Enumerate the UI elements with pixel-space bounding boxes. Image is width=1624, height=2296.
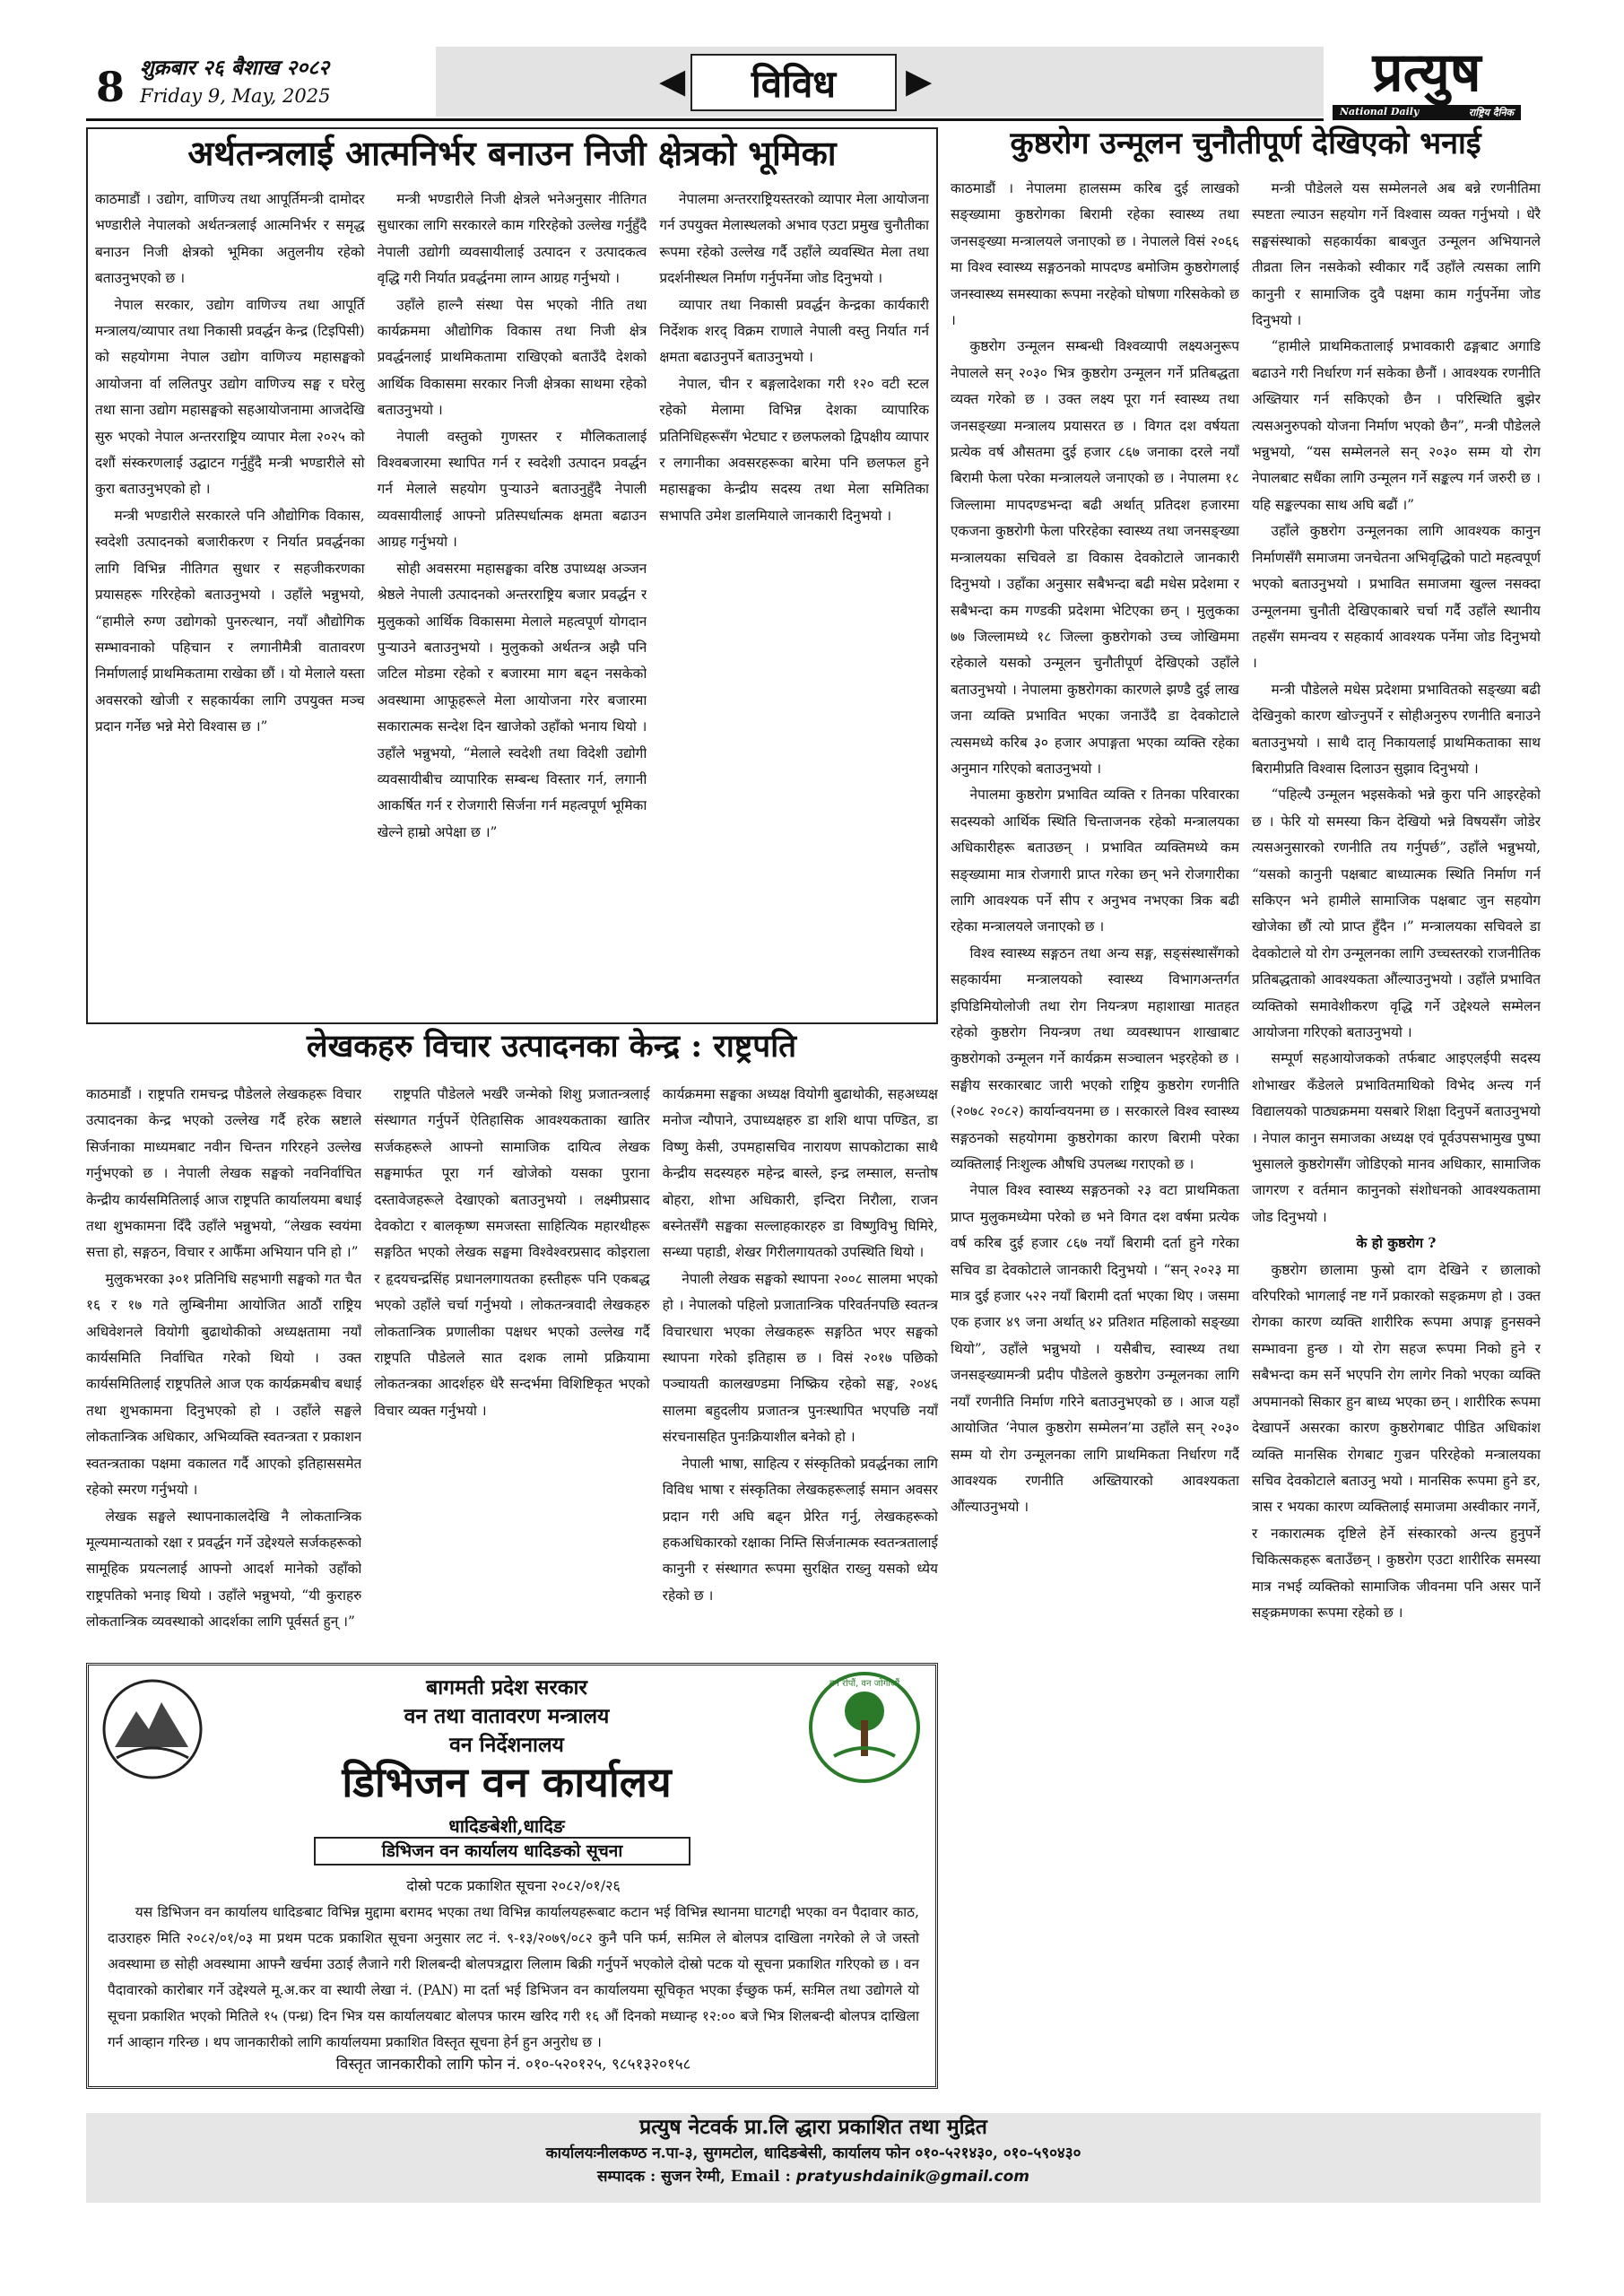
article-paragraph: नेपाल, चीन र बङ्गलादेशका गरी १२० वटी स्टल रहेको मेलामा विभिन्न देशका व्यापारिक प्रतिनिधिहरूसँग भेटघाट र छलफलको द्विपक्षीय व्यापार र लगानीका अवसरहरूका बारेमा पनि छलफल हुने महासङ्घका केन्द्रीय सदस्य तथा मेला समितिका सभापति उमेश डालमियाले जानकारी दिनुभयो ।: [659, 375, 930, 524]
article-column: [951, 176, 1239, 2093]
date-english: Friday 9, May, 2025: [140, 85, 331, 107]
date-nepali: शुक्रबार २६ बैशाख २०८२: [140, 56, 330, 80]
notice-office-title: डिभिजन वन कार्यालय: [342, 1758, 672, 1806]
forest-logo-text: वन रोपौं, वन जोगाऔं: [829, 1679, 900, 1689]
masthead-subtitle: [1333, 105, 1521, 120]
header-rule: [86, 118, 1324, 121]
article-paragraph: मन्त्री भण्डारीले निजी क्षेत्रले भनेअनुसार नीतिगत सुधारका लागि सरकारले काम गरिरहेको उल्लेख गर्नुहुँदै नेपाली उद्योगी व्यवसायीलाई उत्पादन र उत्पादकत्व वृद्धि गरी निर्यात प्रवर्द्धनमा लाग्न आग्रह गर्नुभयो ।: [377, 191, 647, 287]
article-paragraph: सम्पूर्ण सहआयोजकको तर्फबाट आइएलईपी सदस्य शोभाखर कँडेलले प्रभावितमाथिको विभेद अन्त्य गर्न विद्यालयको पाठ्यक्रममा यसबारे शिक्षा दिनुपर्ने बताउनुभयो । नेपाल कानुन समाजका अध्यक्ष एवं पूर्वउपसभामुख पुष्पा भुसालले कुष्ठरोगसँग जोडिएको मानव अधिकार, सामाजिक जागरण र वर्तमान कानुनको संशोधनको आवश्यकतामा जोड दिनुभयो ।: [1252, 1050, 1541, 1225]
article-paragraph: नेपाल विश्व स्वास्थ्य सङ्गठनको २३ वटा प्राथमिकता प्राप्त मुलुकमध्येमा परेको छ भने विगत दश वर्षमा प्रत्येक वर्ष करिब दुई हजार ८६७ नयाँ बिरामी दर्ता हुने गरेका सचिव डा देवकोटाले जानकारी दिनुभयो । “सन् २०२३ मा मात्र दुई हजार ५२२ नयाँ बिरामी दर्ता भएका थिए । जसमा एक हजार ४९ जना अर्थात् ४२ प्रतिशत महिलाको सङ्ख्या थियो”, उहाँले भन्नुभयो । यसैबीच, स्वास्थ्य तथा जनसङ्ख्यामन्त्री प्रदीप पौडेलले कुष्ठरोग उन्मूलनका लागि नयाँ रणनीति निर्माण गरिने बताउनुभएको छ । आज यहाँ आयोजित ‘नेपाल कुष्ठरोग सम्मेलन’मा उहाँले सन् २०३० सम्म यो रोग उन्मूलनका लागि प्राथमिकता निर्धारण गर्दै आवश्यक रणनीति अख्तियारको आवश्यकता औंल्याउनुभयो ।: [951, 1182, 1239, 1516]
article-headline-leprosy: कुष्ठरोग उन्मूलन चुनौतीपूर्ण देखिएको भनाई: [1010, 126, 1481, 161]
article-column: [1252, 176, 1541, 2093]
footer-editor: [86, 2165, 1541, 2188]
article-column: [374, 1082, 649, 1647]
next-arrow-icon: ▶: [906, 61, 933, 100]
article-paragraph: मन्त्री पौडेलले मधेस प्रदेशमा प्रभावितको सङ्ख्या बढी देखिनुको कारण खोज्नुपर्ने र सोहीअनुरुप रणनीति बनाउने बताउनुभयो । साथै दातृ निकायलाई प्राथमिकताका साथ बिरामीप्रति विश्वास दिलाउन सुझाव दिनुभयो ।: [1252, 681, 1541, 777]
article-paragraph: सोही अवसरमा महासङ्घका वरिष्ठ उपाध्यक्ष अञ्जन श्रेष्ठले नेपाली उत्पादनको अन्तरराष्ट्रिय बजार प्रवर्द्धन र मुलुकको आर्थिक विकासमा मेलाले महत्वपूर्ण योगदान पुऱ्याउने बताउनुभयो । मुलुकको अर्थतन्त्र अझै पनि जटिल मोडमा रहेको र बजारमा माग बढ्न नसकेको अवस्थामा आफूहरूले मेला आयोजना गरेर बजारमा सकारात्मक सन्देश दिन खाजेको उहाँको भनाय थियो । उहाँले भन्नुभयो, “मेलाले स्वदेशी तथा विदेशी उद्योगी व्यवसायीबीच व्यापारिक सम्बन्ध विस्तार गर्न, लगानी आकर्षित गर्न र रोजगारी सिर्जना गर्न महत्वपूर्ण भूमिका खेल्ने हाम्रो अपेक्षा छ ।”: [377, 560, 647, 840]
footer-address: कार्यालयःनीलकण्ठ न.पा-३, सुगमटोल, धादिङबेसी, कार्यालय फोन ०१०-५२१४३०, ०१०-५९०४३०: [545, 2144, 1081, 2162]
footer: [86, 2113, 1541, 2203]
forest-logo-icon: [807, 1670, 922, 1785]
section-title: विविध: [690, 54, 897, 111]
article-paragraph: कुष्ठरोग उन्मूलन सम्बन्धी विश्वव्यापी लक्ष्यअनुरूप नेपालले सन् २०३० भित्र कुष्ठरोग उन्मूलन गर्ने प्रतिबद्धता व्यक्त गरेको छ । उक्त लक्ष्य पूरा गर्न स्वास्थ्य तथा जनसङ्ख्या मन्त्रालय प्रयासरत छ । विगत दश वर्षयता प्रत्येक वर्ष औसतमा दुई हजार ८६७ जनाका दरले नयाँ बिरामी फेला परेका मन्त्रालयले जनाएको छ । नेपालमा १८ जिल्लामा मापदण्डभन्दा बढी अर्थात् प्रतिदश हजारमा एकजना कुष्ठरोगी फेला परिरहेका स्वास्थ्य तथा जनसङ्ख्या मन्त्रालयका सचिवले डा विकास देवकोटाले जानकारी दिनुभयो । उहाँका अनुसार सबैभन्दा बढी मधेस प्रदेशमा र सबैभन्दा कम गण्डकी प्रदेशमा भेटिएका छन् । मुलुकका ७७ जिल्लामध्ये १८ जिल्ला कुष्ठरोगको उच्च जोखिममा रहेकाले यसको उन्मूलन चुनौतीपूर्ण देखिएको उहाँले बताउनुभयो । नेपालमा कुष्ठरोगका कारणले झण्डै दुई लाख जना व्यक्ति प्रभावित भएका जनाउँदै डा देवकोटाले त्यसमध्ये करिब ३० हजार अपाङ्गता भएका व्यक्ति रहेका अनुमान गरिएको बताउनुभयो ।: [951, 338, 1239, 777]
article-subheading: के हो कुष्ठरोग ?: [1356, 1235, 1437, 1252]
article-paragraph: काठमाडौं । राष्ट्रपति रामचन्द्र पौडेलले लेखकहरू विचार उत्पादनका केन्द्र भएको उल्लेख गर्दै हरेक स्रष्टाले सिर्जनाका माध्यमबाट नवीन चिन्तन गरिरहने उल्लेख गर्नुभएको छ । नेपाली लेखक सङ्घको नवनिर्वाचित केन्द्रीय कार्यसमितिलाई आज राष्ट्रपति कार्यालयमा बधाई तथा शुभकामना दिँदै उहाँले भन्नुभयो, “लेखक स्वयंमा सत्ता हो, सङ्गठन, विचार र आफैँमा अभियान पनि हो ।”: [86, 1086, 362, 1261]
article-paragraph: कार्यक्रममा सङ्घका अध्यक्ष वियोगी बुढाथोकी, सहअध्यक्ष मनोज न्यौपाने, उपाध्यक्षहरु डा शशि थापा पण्डित, डा विष्णु केसी, उपमहासचिव नारायण सापकोटाका साथै केन्द्रीय सदस्यहरु महेन्द्र बास्ले, इन्द्र लम्साल, सन्तोष बोहरा, शोभा अधिकारी, इन्दिरा निरौला, राजन बस्नेतसँगै सङ्घका सल्लाहकारहरु डा विष्णुविभु घिमिरे, सन्ध्या पहाडी, शेखर गिरीलगायतको उपस्थिति थियो ।: [662, 1086, 938, 1261]
article-paragraph: मन्त्री भण्डारीले सरकारले पनि औद्योगिक विकास, स्वदेशी उत्पादनको बजारीकरण र निर्यात प्रवर्द्धनका लागि विभिन्न नीतिगत सुधार र सहजीकरणका प्रयासहरू गरिरहेको बताउनुभयो । उहाँले भन्नुभयो, “हामीले रुग्ण उद्योगको पुनरुत्थान, नयाँ औद्योगिक सम्भावनाको पहिचान र लगानीमैत्री वातावरण निर्माणलाई प्राथमिकतामा राखेका छौं । यो मेलाले यस्ता अवसरको खोजी र सहकार्यका लागि उपयुक्त मञ्च प्रदान गर्नेछ भन्ने मेरो विश्वास छ ।”: [95, 507, 365, 735]
article-paragraph: व्यापार तथा निकासी प्रवर्द्धन केन्द्रका कार्यकारी निर्देशक शरद् विक्रम राणाले नेपाली वस्तु निर्यात गर्न क्षमता बढाउनुपर्ने बताउनुभयो ।: [659, 296, 930, 366]
article-column: [378, 187, 647, 1012]
notice-location: धादिङबेशी,धादिङ: [448, 1815, 565, 1837]
article-headline: अर्थतन्त्रलाई आत्मनिर्भर बनाउन निजी क्षेत्रको भूमिका: [187, 133, 837, 173]
article-paragraph: काठमाडौं । नेपालमा हालसम्म करिब दुई लाखको सङ्ख्यामा कुष्ठरोगका बिरामी रहेका स्वास्थ्य तथा जनसङ्ख्या मन्त्रालयले जनाएको छ । नेपालले विसं २०६६ मा विश्व स्वास्थ्य सङ्गठनको मापदण्ड बमोजिम कुष्ठरोगलाई जनस्वास्थ्य समस्याका रूपमा नरहेको घोषणा गरिसकेको छ ।: [951, 180, 1239, 329]
issue-date: [140, 54, 436, 117]
notice-phone: विस्तृत जानकारीको लागि फोन नं. ०१०-५२०१२५, ९८५१३२०१५८: [335, 2056, 691, 2074]
article-paragraph: नेपाली भाषा, साहित्य र संस्कृतिको प्रवर्द्धनका लागि विविध भाषा र संस्कृतिका लेखकहरूलाई समान अवसर प्रदान गरी अघि बढ्न प्रेरित गर्नु, लेखकहरूको हकअधिकारको रक्षाका निम्ति सिर्जनात्मक स्वतन्त्रतालाई कानुनी र संस्थागत रूपमा सुरक्षित राख्नु यसको ध्येय रहेको छ ।: [662, 1455, 938, 1604]
notice-government: बागमती प्रदेश सरकार: [426, 1675, 587, 1700]
article-paragraph: काठमाडौं । उद्योग, वाणिज्य तथा आपूर्तिमन्त्री दामोदर भण्डारीले नेपालको अर्थतन्त्रलाई आत्मनिर्भर र समृद्ध बनाउन निजी क्षेत्रको भूमिका अतुलनीय रहेको बताउनुभएको छ ।: [95, 191, 365, 287]
article-paragraph: मन्त्री पौडेलले यस सम्मेलनले अब बन्ने रणनीतिमा स्पष्टता ल्याउन सहयोग गर्ने विश्वास व्यक्त गर्नुभयो । धेरै सङ्घसंस्थाको सहकार्यका बाबजुत उन्मूलन अभियानले तीव्रता लिन नसकेको स्वीकार गर्दै उहाँले त्यसका लागि कानुनी र सामाजिक दुवै पक्षमा काम गर्नुपर्नेमा जोड दिनुभयो ।: [1252, 180, 1541, 329]
article-paragraph: उहाँले कुष्ठरोग उन्मूलनका लागि आवश्यक कानुन निर्माणसँगै समाजमा जनचेतना अभिवृद्धिको पाटो महत्वपूर्ण भएको बताउनुभयो । प्रभावित समाजमा खुल्ल नसक्दा उन्मूलनमा चुनौती देखिएकाबारे चर्चा गर्दै उहाँले स्थानीय तहसँग समन्वय र सहकार्य आवश्यक पर्नेमा जोड दिनुभयो ।: [1252, 523, 1541, 672]
article-paragraph: नेपाली वस्तुको गुणस्तर र मौलिकतालाई विश्वबजारमा स्थापित गर्न र स्वदेशी उत्पादन प्रवर्द्धन गर्न मेलाले सहयोग पुऱ्याउने बताउनुहुँदै नेपाली व्यवसायीलाई आफ्नो प्रतिस्पर्धात्मक क्षमता बढाउन आग्रह गर्नुभयो ।: [377, 428, 647, 551]
article-paragraph: उहाँले हाल्नै संस्था पेस भएको नीति तथा कार्यक्रममा औद्योगिक विकास तथा निजी क्षेत्र प्रवर्द्धनलाई प्राथमिकतामा राखिएको बताउँदै देशको आर्थिक विकासमा सरकार निजी क्षेत्रका साथमा रहेको बताउनुभयो ।: [377, 296, 647, 419]
article-column: [663, 1082, 938, 1647]
article-paragraph: नेपाल सरकार, उद्योग वाणिज्य तथा आपूर्ति मन्त्रालय/व्यापार तथा निकासी प्रवर्द्धन केन्द्र (टिइपिसी) को सहयोगमा नेपाल उद्योग वाणिज्य महासङ्घको आयोजना र्वा ललितपुर उद्योग वाणिज्य सङ्घ र घरेलु तथा साना उद्योग महासङ्घको सहआयोजनामा आजदेखि सुरु भएको नेपाल अन्तरराष्ट्रिय व्यापार मेला २०२५ को दशौं संस्करणलाई उद्घाटन गर्नुहुँदै मन्त्री भण्डारीले सो कुरा बताउनुभएको हो ।: [95, 296, 365, 498]
article-private-sector: [86, 127, 938, 1024]
notice-body: यस डिभिजन वन कार्यालय धादिङबाट विभिन्न मुद्दामा बरामद भएका तथा विभिन्न कार्यालयहरूबाट कटान भई विभिन्न स्थानमा घाटगद्दी भएका वन पैदावार काठ, दाउराहरु मिति २०८२/०१/०३ मा प्रथम पटक प्रकाशित सूचना अनुसार लट नं. ९-१३/२०७९/०८२ कुनै पनि फर्म, सःमिल ले बोलपत्र दाखिला नगरेको ले जे जस्तो अवस्थामा छ सोही अवस्थामा आफ्नै खर्चमा उठाई लैजाने गरी शिलबन्दी बोलपत्रद्वारा लिलाम बिक्री गर्नुपर्ने भएकोले दोस्रो पटक यो सूचना प्रकाशित गरिएको छ । वन पैदावारको कारोबार गर्ने उद्देश्यले मू.अ.कर वा स्थायी लेखा नं. (PAN) मा दर्ता भई डिभिजन वन कार्यालयमा सूचिकृत भएका ईच्छुक फर्म, सःमिल तथा उद्योगले यो सूचना प्रकाशित भएको मितिले १५ (पन्ध्र) दिन भित्र यस कार्यालयबाट बोलपत्र फारम खरिद गरी १६ औं दिनको मध्यान्ह १२:०० बजे भित्र शिलबन्दी बोलपत्र दाखिला गर्न आव्हान गरिन्छ । थप जानकारीको लागि कार्यालयमा प्रकाशित विस्तृत सूचना हेर्न हुन अनुरोध छ ।: [108, 1904, 919, 2050]
article-column: [86, 1082, 361, 1647]
masthead-logo: [1324, 43, 1530, 122]
masthead-english: National Daily: [1340, 106, 1420, 117]
article-paragraph: विश्व स्वास्थ्य सङ्गठन तथा अन्य सङ्ग, सङ्संस्थासँगको सहकार्यमा मन्त्रालयको स्वास्थ्य विभागअन्तर्गत इपिडिमियोलोजी तथा रोग नियन्त्रण महाशाखा मातहत रहेको कुष्ठरोग नियन्त्रण तथा व्यवस्थापन शाखाबाट कुष्ठरोगको उन्मूलन गर्ने कार्यक्रम सञ्चालन भइरहेको छ । सङ्घीय सरकारबाट जारी भएको राष्ट्रिय कुष्ठरोग रणनीति (२०७८ २०८२) कार्यान्वयनमा छ । सरकारले विश्व स्वास्थ्य सङ्गठनको सहयोगमा कुष्ठरोगका कारण बिरामी परेका व्यक्तिलाई निःशुल्क औषधि उपलब्ध गराएको छ ।: [951, 944, 1239, 1173]
article-paragraph: नेपालमा अन्तरराष्ट्रियस्तरको व्यापार मेला आयोजना गर्न उपयुक्त मेलास्थलको अभाव एउटा प्रमुख चुनौतीका रूपमा रहेको उल्लेख गर्दै उहाँले व्यवस्थित मेला तथा प्रदर्शनीस्थल निर्माण गर्नुपर्नेमा जोड दिनुभयो ।: [659, 191, 930, 287]
article-paragraph: मुलुकभरका ३०१ प्रतिनिधि सहभागी सङ्घको गत चैत १६ र १७ गते लुम्बिनीमा आयोजित आठौं राष्ट्रिय अधिवेशनले वियोगी बुढाथोकीको अध्यक्षतामा नयाँ कार्यसमिति निर्वाचित गरेको थियो । उक्त कार्यसमितिलाई राष्ट्रपतिले आज एक कार्यक्रमबीच बधाई तथा शुभकामना दिनुभएको हो । उहाँले सङ्घले लोकतान्त्रिक अधिकार, अभिव्यक्ति स्वतन्त्रता र प्रकाशन स्वतन्त्रताका पक्षमा वकालत गर्दै आएको इतिहाससमेत रहेको स्मरण गर्नुभयो ।: [86, 1270, 362, 1499]
notice-ministry: वन तथा वातावरण मन्त्रालय: [404, 1704, 610, 1728]
article-paragraph: नेपालमा कुष्ठरोग प्रभावित व्यक्ति र तिनका परिवारका सदस्यको आर्थिक स्थिति चिन्ताजनक रहेको मन्त्रालयका अधिकारीहरू बताउछन् । प्रभावित व्यक्तिमध्ये कम सङ्ख्यामा मात्र रोजगारी प्राप्त गरेका छन् भने रोजगारीका लागि आवश्यक पर्ने सीप र अनुभव नभएका त्रिक बढी रहेका मन्त्रालयले जनाएको छ ।: [951, 787, 1239, 935]
article-writers-body: [86, 1082, 938, 1647]
footer-email: pratyushdainik@gmail.com: [795, 2168, 1029, 2186]
article-paragraph: राष्ट्रपति पौडेलले भर्खरै जन्मेको शिशु प्रजातन्त्रलाई संस्थागत गर्नुपर्ने ऐतिहासिक आवश्यकताका खातिर सर्जकहरूले आफ्नो सामाजिक दायित्व लेखक सङ्घमार्फत पूरा गर्न खोजेको यसका पुराना दस्तावेजहरूले देखाएको बताउनुभयो । लक्ष्मीप्रसाद देवकोटा र बालकृष्ण समजस्ता साहित्यिक महारथीहरू सङ्गठित भएको लेखक सङ्घमा विश्वेश्वरप्रसाद कोइराला र हृदयचन्द्रसिंह प्रधानलगायतका हस्तीहरू पनि एकबद्ध भएको उहाँले चर्चा गर्नुभयो । लोकतन्त्रवादी लेखकहरु लोकतान्त्रिक प्रणालीका पक्षधर भएको उल्लेख गर्दै राष्ट्रपति पौडेलले सात दशक लामो प्रक्रियामा लोकतन्त्रका आदर्शहरु धेरै सन्दर्भमा विशिष्टिकृत भएको विचार व्यक्त गर्नुभयो ।: [374, 1086, 650, 1419]
nepal-emblem-icon: [99, 1675, 206, 1783]
article-paragraph: नेपाली लेखक सङ्घको स्थापना २००८ सालमा भएको हो । नेपालको पहिलो प्रजातान्त्रिक परिवर्तनपछि स्वतन्त्र विचारधारा भएका लेखकहरू सङ्गठित भएर सङ्घको स्थापना गरेको इतिहास छ । विसं २०१७ पछिको पञ्चायती कालखण्डमा निष्क्रिय रहेको सङ्घ, २०४६ सालमा बहुदलीय प्रजातन्त्र पुनःस्थापित भएपछि नयाँ संरचनासहित पुनःक्रियाशील बनेको हो ।: [662, 1270, 938, 1446]
footer-editor-name: सम्पादक : सुजन रेग्मी, Email :: [597, 2168, 791, 2186]
masthead-nepali: राष्ट्रिय दैनिक: [1468, 107, 1514, 118]
notice-publish-line: दोस्रो पटक प्रकाशित सूचना २०८२/०१/२६: [406, 1877, 621, 1894]
article-leprosy-body: [951, 176, 1541, 2093]
footer-publisher: प्रत्युष नेटवर्क प्रा.लि द्धारा प्रकाशित तथा मुद्रित: [639, 2115, 987, 2139]
previous-arrow-icon: ◀: [659, 61, 686, 100]
article-headline-writers: लेखकहरु विचार उत्पादनका केन्द्र : राष्ट्रपति: [306, 1028, 797, 1065]
article-column: [95, 187, 365, 1012]
article-paragraph: लेखक सङ्घले स्थापनाकालदेखि नै लोकतान्त्रिक मूल्यमान्यताको रक्षा र प्रवर्द्धन गर्ने उद्देश्यले सर्जकहरूको सामूहिक प्रयत्नलाई आफ्नो आदर्श मानेको उहाँको राष्ट्रपतिको भनाइ थियो । उहाँले भन्नुभयो, “यी कुराहरु लोकतान्त्रिक व्यवस्थाको आदर्शका लागि पूर्वसर्त हुन् ।”: [86, 1508, 362, 1631]
page-number: 8: [95, 63, 125, 111]
article-paragraph: “पहिल्यै उन्मूलन भइसकेको भन्ने कुरा पनि आइरहेको छ । फेरि यो समस्या किन देखियो भन्ने विषयसँग जोडेर त्यसअनुसारको रणनीति तय गर्नुपर्छ”, उहाँले भन्नुभयो, “यसको कानुनी पक्षबाट बाध्यात्मक स्थिति निर्माण गर्न सकिएन भने हामीले सामाजिक पक्षबाट जुन सहयोग खोजेका छौं त्यो प्राप्त हुँदैन ।” मन्त्रालयका सचिवले डा देवकोटाले यो रोग उन्मूलनका लागि उच्चस्तरको राजनीतिक प्रतिबद्धताको आवश्यकता औंल्याउनुभयो । उहाँले प्रभावित व्यक्तिको समावेशीकरण वृद्धि गर्ने उद्देश्यले सम्मेलन आयोजना गरिएको बताउनुभयो ।: [1252, 787, 1541, 1040]
article-column: [659, 187, 929, 1012]
masthead-title: प्रत्युष: [1372, 41, 1481, 104]
article-body: [88, 187, 936, 1012]
notice-directorate: वन निर्देशनालय: [449, 1733, 564, 1757]
notice-subject: डिभिजन वन कार्यालय धादिङको सूचना: [314, 1837, 690, 1866]
article-paragraph: कुष्ठरोग छालामा फुस्रो दाग देखिने र छालाको वरिपरिको भागलाई नष्ट गर्ने प्रकारको सङ्क्रमण हो । उक्त रोगका कारण व्यक्ति शारीरिक रूपमा अपाङ्ग हुनसक्ने सम्भावना हुन्छ । यो रोग सहज रूपमा निको हुने र सबैभन्दा कम सर्ने भएपनि रोग लागेर निको भएका व्यक्ति अपमानको सिकार हुन बाध्य भएका छन् । शारीरिक रूपमा देखापर्ने असरका कारण कुष्ठरोगबाट पीडित अधिकांश व्यक्ति मानसिक रोगबाट गुज्रन परिरहेको मन्त्रालयका सचिव देवकोटाले बताउनु भयो । मानसिक रूपमा हुने डर, त्रास र भयका कारण व्यक्तिलाई समाजमा अस्वीकार नगर्ने, र नकारात्मक दृष्टिले हेर्ने संस्कारको अन्त्य हुनुपर्ने चिकित्सकहरू बताउँछन् । कुष्ठरोग एउटा शारीरिक समस्या मात्र नभई व्यक्तिको सामाजिक जीवनमा पनि असर पार्ने सङ्क्रमणका रूपमा रहेको छ ।: [1252, 1261, 1541, 1621]
article-paragraph: “हामीले प्राथमिकतालाई प्रभावकारी ढङ्गबाट अगाडि बढाउने गरी निर्धारण गर्न सकेका छैनौं । आवश्यक रणनीति अख्तियार गर्न सकिएको छैन । परिस्थिति बुझेर त्यसअनुरुपको योजना निर्माण भएको छैन”, मन्त्री पौडेलले भन्नुभयो, “यस सम्मेलनले सन् २०३० सम्म यो रोग नेपालबाट सधैंका लागि उन्मूलन गर्ने सङ्कल्प गर्न जरुरी छ । यहि सङ्कल्पका साथ अघि बढौं ।”: [1252, 338, 1541, 513]
